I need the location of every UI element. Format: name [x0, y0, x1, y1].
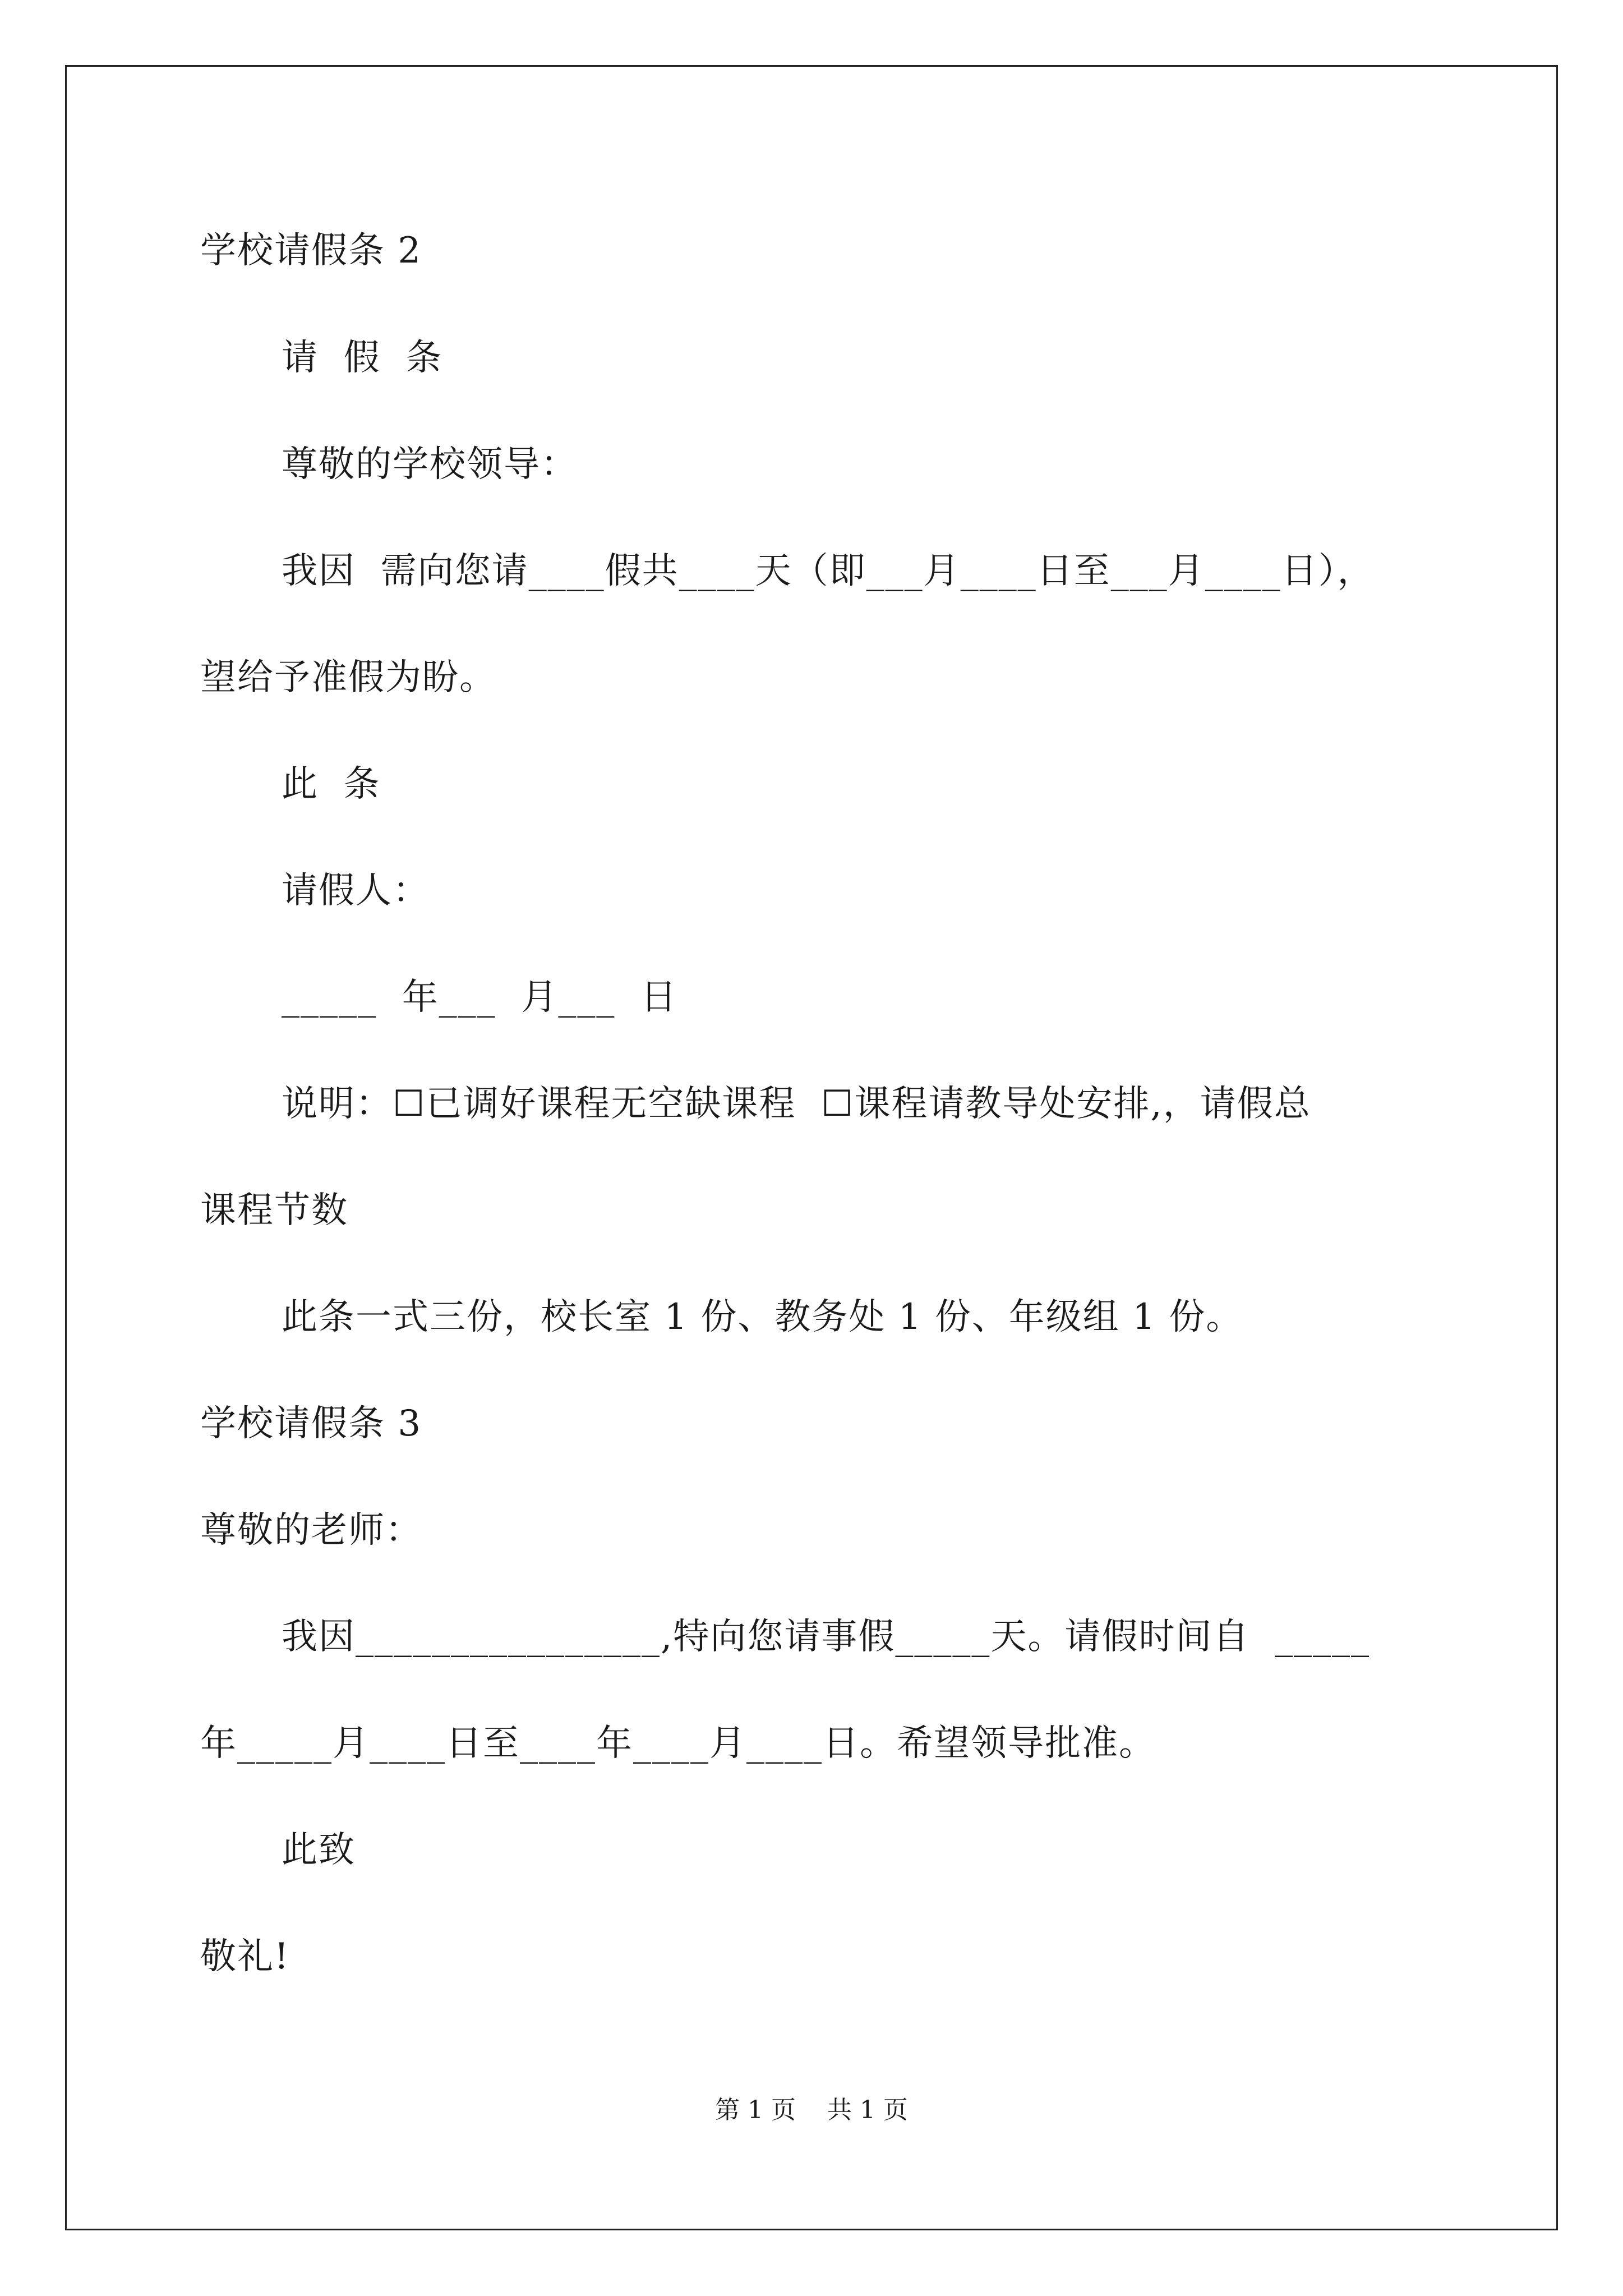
section3-body-line1: 我因________________,特向您请事假_____天。请假时间自 _____ [282, 1616, 1371, 1658]
section3-body-line2: 年_____月____日至____年____月____日。希望领导批准。 [200, 1723, 1156, 1764]
section3-heading: 学校请假条 3 [200, 1403, 422, 1444]
section3-salutation: 尊敬的老师： [200, 1510, 422, 1551]
section2-body-line2: 望给予准假为盼。 [200, 657, 496, 698]
section2-heading: 学校请假条 2 [200, 230, 422, 272]
page-footer: 第 1 页 共 1 页 [715, 2096, 908, 2124]
section2-salutation: 尊敬的学校领导： [282, 444, 578, 485]
section2-copies-line: 此条一式三份，校长室 1 份、教务处 1 份、年级组 1 份。 [282, 1296, 1243, 1338]
section3-regards: 敬礼! [200, 1936, 290, 1977]
section2-closing: 此 条 [282, 763, 381, 805]
section2-body-line1: 我因 需向您请____假共____天（即___月____日至___月____日）， [282, 550, 1375, 592]
page-border [65, 65, 1558, 2230]
section2-title: 请 假 条 [282, 337, 443, 379]
section2-requester-label: 请假人： [282, 870, 430, 912]
section2-note-line2: 课程节数 [200, 1190, 348, 1231]
section2-date-line: _____ 年___ 月___ 日 [282, 977, 678, 1018]
section2-note-line1: 说明：☐已调好课程无空缺课程 ☐课程请教导处安排,，请假总 [282, 1083, 1311, 1125]
section3-closing: 此致 [282, 1829, 356, 1871]
